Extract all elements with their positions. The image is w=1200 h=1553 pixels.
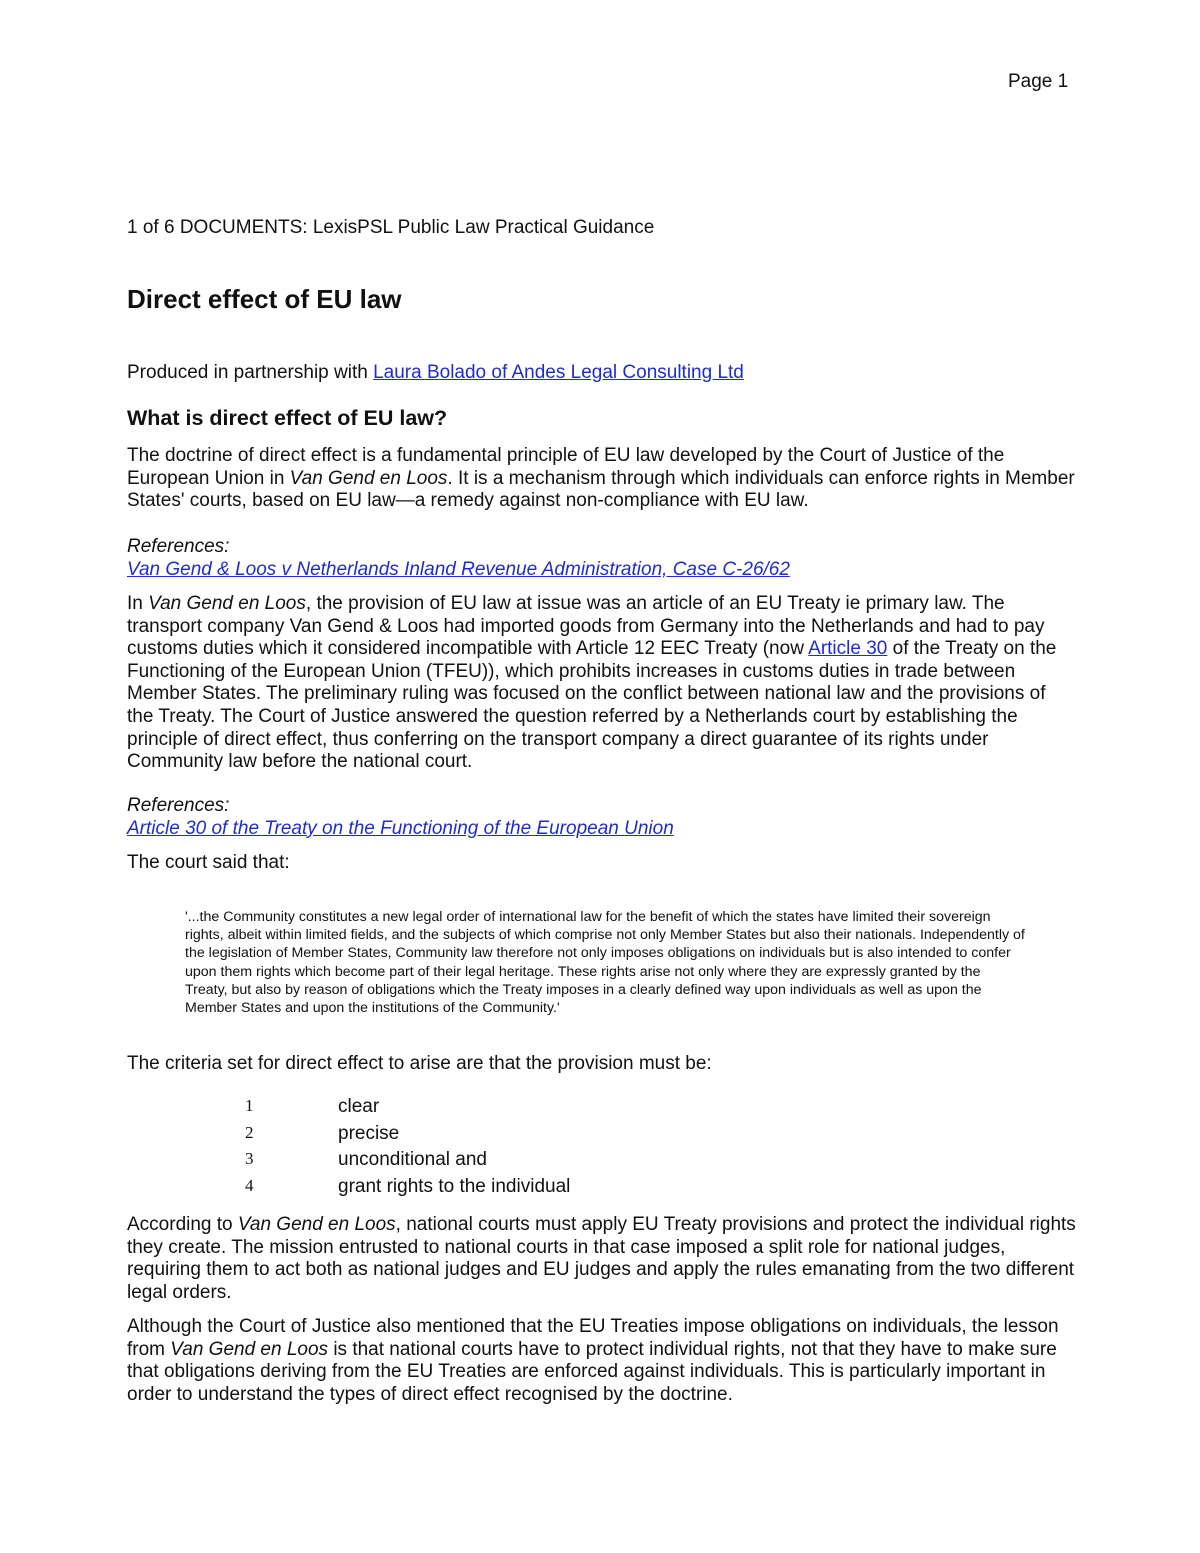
block-quote: '...the Community constitutes a new legal order of international law for the benefit of which the states have limited their sovereign rights, albeit within limited fields, and the subjects of which comprise not only Member States but also their nationals. Independently of the legislation of Member States, Community law therefore not only imposes obligations on individuals but is also intended to confer upon them rights which become part of their legal heritage. These rights arise not only where they are expressly granted by the Treaty, but also by reason of obligations which the Treaty imposes in a clearly defined way upon individuals as well as upon the Member States and upon the institutions of the Community.' [185,909,1025,1017]
byline-prefix: Produced in partnership with [127,362,374,383]
paragraph-national-courts [127,1214,1077,1304]
case-name: Van Gend en Loos [148,593,306,614]
list-number: 4 [245,1176,254,1196]
byline [127,362,744,384]
list-number: 2 [245,1122,254,1142]
list-item [245,1149,570,1176]
list-text: clear [338,1096,380,1117]
list-number: 1 [245,1096,254,1115]
paragraph-van-gend [127,593,1077,774]
text-span: is that national courts have to protect individual rights, not that they have to make sure that obligations deriving from the EU Treaties are enforced against individuals. This is particularly important in order to understand the types of direct effect recognised by the doctrine. [127,1338,1057,1405]
criteria-intro: The criteria set for direct effect to arise are that the provision must be: [127,1053,712,1074]
text-span: In [127,593,149,614]
author-link[interactable]: Laura Bolado of Andes Legal Consulting Ltd [373,362,744,383]
paragraph-obligations [127,1316,1077,1406]
text-span: , national courts must apply EU Treaty provisions and protect the individual rights they create. The mission entrusted to national courts in that case imposed a split role for national judges, requiring them to act both as national judges and EU judges and apply the rules emanating from the two different legal orders. [127,1214,1076,1303]
document-count-line: 1 of 6 DOCUMENTS: LexisPSL Public Law Practical Guidance [127,217,655,238]
article-30-link[interactable]: Article 30 [808,638,888,660]
text-span: of the Treaty on the Functioning of the European Union (TFEU)), which prohibits increases in customs duties in trade between Member States. The preliminary ruling was focused on the conflict between national law and the provisions of the Treaty. The Court of Justice answered the question referred by a Netherlands court by establishing the principle of direct effect, thus conferring on the transport company a direct guarantee of its rights under Community law before the national court. [127,638,1057,773]
section-heading: What is direct effect of EU law? [127,406,448,430]
criteria-list [245,1096,570,1203]
treaty-reference-link[interactable]: Article 30 of the Treaty on the Functioning of the European Union [127,817,674,839]
list-item [245,1096,570,1123]
list-text: grant rights to the individual [338,1176,571,1198]
references-block-1 [127,536,790,581]
list-item [245,1123,570,1150]
list-text: unconditional and [338,1149,487,1171]
list-number: 3 [245,1149,254,1169]
text-span: , the provision of EU law at issue was an article of an EU Treaty ie primary law. The transport company Van Gend & Loos had imported goods from Germany into the Netherlands and had to pay customs duties which it considered incompatible with Article 12 EEC Treaty (now [127,593,1045,660]
court-said-line: The court said that: [127,852,290,873]
page-number: Page 1 [1008,71,1069,92]
references-block-2 [127,795,674,840]
case-name: Van Gend en Loos [289,467,448,489]
case-name: Van Gend en Loos [237,1214,396,1235]
paragraph-intro [127,445,1077,513]
case-reference-link[interactable]: Van Gend & Loos v Netherlands Inland Revenue Administration, Case C-26/62 [127,558,790,580]
list-item [245,1176,570,1203]
text-span: The doctrine of direct effect is a fundamental principle of EU law developed by the Court of Justice of the European Union in [127,445,1005,489]
document-title: Direct effect of EU law [127,284,402,314]
text-span: . It is a mechanism through which individuals can enforce rights in Member States' courts, based on EU law—a remedy against non-compliance with EU law. [127,467,1075,512]
text-span: According to [127,1214,238,1235]
case-name: Van Gend en Loos [170,1338,329,1360]
text-span: Although the Court of Justice also mentioned that the EU Treaties impose obligations on individuals, the lesson from [127,1316,1059,1360]
references-label: References: [127,795,230,816]
list-text: precise [338,1122,400,1144]
references-label: References: [127,536,230,557]
